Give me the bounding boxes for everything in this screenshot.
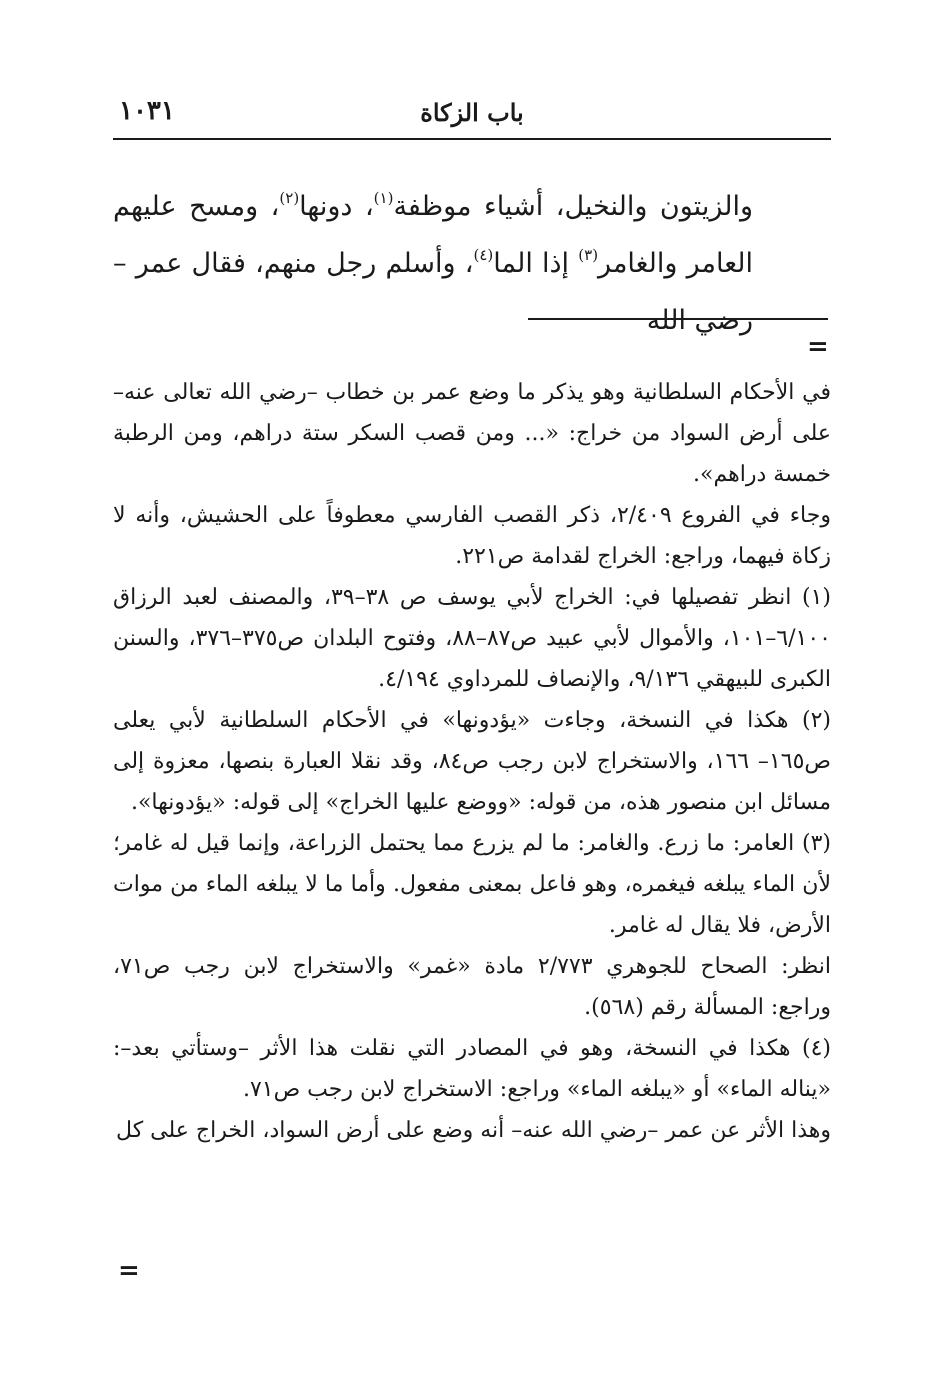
footnote-ref-1[interactable]: (١) bbox=[373, 189, 394, 207]
continuation-mark-bottom: = bbox=[118, 1256, 140, 1286]
footnote-ref-4[interactable]: (٤) bbox=[473, 246, 494, 264]
header-rule bbox=[113, 138, 831, 140]
footnote-2: (٢) هكذا في النسخة، وجاءت «يؤدونها» في الأحكام السلطانية لأبي يعلى ص١٦٥– ١٦٦، والاستخراج لابن رجب ص٨٤، وقد نقلا العبارة بنصها، معزوة إلى مسائل ابن منصور هذه، من قوله: «ووضع عليها الخراج» إلى قوله: «يؤدونها». bbox=[113, 708, 831, 815]
footnote-1: (١) انظر تفصيلها في: الخراج لأبي يوسف ص ٣٨–٣٩، والمصنف لعبد الرزاق ٦/١٠٠–١٠١، والأموال لأبي عبيد ص٨٧–٨٨، وفتوح البلدان ص٣٧٥–٣٧٦، والسنن الكبرى للبيهقي ٩/١٣٦، والإنصاف للمرداوي ٤/١٩٤. bbox=[113, 585, 831, 692]
footnote-ref-3[interactable]: (٣) bbox=[578, 246, 599, 264]
footnote-continuation: في الأحكام السلطانية وهو يذكر ما وضع عمر بن خطاب –رضي الله تعالى عنه– على أرض السواد من خراج: «... ومن قصب السكر ستة دراهم، ومن الرطبة خمسة دراهم». bbox=[113, 380, 831, 487]
footnote-4-continuation: وهذا الأثر عن عمر –رضي الله عنه– أنه وضع على أرض السواد، الخراج على كل bbox=[116, 1118, 831, 1143]
footnote-separator bbox=[528, 318, 828, 320]
main-line bbox=[113, 178, 753, 349]
main-text-segment: ، دونها bbox=[299, 191, 374, 222]
footnote-3: (٣) العامر: ما زرع. والغامر: ما لم يزرع مما يحتمل الزراعة، وإنما قيل له غامر؛ لأن الماء يبلغه فيغمره، وهو فاعل بمعنى مفعول. وأما ما لا يبلغه الماء من موات الأرض، فلا يقال له غامر. bbox=[113, 831, 831, 938]
main-text-segment: والزيتون والنخيل، أشياء موظفة bbox=[393, 191, 754, 222]
continuation-mark-top: = bbox=[807, 332, 829, 362]
main-text-segment: إذا الما bbox=[493, 248, 579, 279]
footnote-ref-2[interactable]: (٢) bbox=[279, 189, 300, 207]
page-header bbox=[113, 92, 831, 140]
main-text-segment: ، وأسلم رجل منهم، فقال عمر –رضي الله bbox=[113, 248, 753, 336]
footnotes bbox=[113, 372, 831, 1151]
footnote-3-reference: انظر: الصحاح للجوهري ٢/٧٧٣ مادة «غمر» والاستخراج لابن رجب ص٧١، وراجع: المسألة رقم (٥٦٨). bbox=[113, 954, 831, 1020]
main-text-segment: ، ومسح عليهم العامر bbox=[113, 191, 753, 279]
footnote-continuation: وجاء في الفروع ٢/٤٠٩، ذكر القصب الفارسي معطوفاً على الحشيش، وأنه لا زكاة فيهما، وراجع: الخراج لقدامة ص٢٢١. bbox=[113, 503, 831, 569]
page-number: ١٠٣١ bbox=[119, 96, 175, 126]
footnote-4: (٤) هكذا في النسخة، وهو في المصادر التي نقلت هذا الأثر –وستأتي بعد–: «يناله الماء» أو «يبلغه الماء» وراجع: الاستخراج لابن رجب ص٧١. bbox=[113, 1036, 831, 1102]
main-text bbox=[113, 178, 753, 349]
chapter-title: باب الزكاة bbox=[420, 98, 524, 127]
main-text-segment: والغامر bbox=[598, 248, 678, 279]
